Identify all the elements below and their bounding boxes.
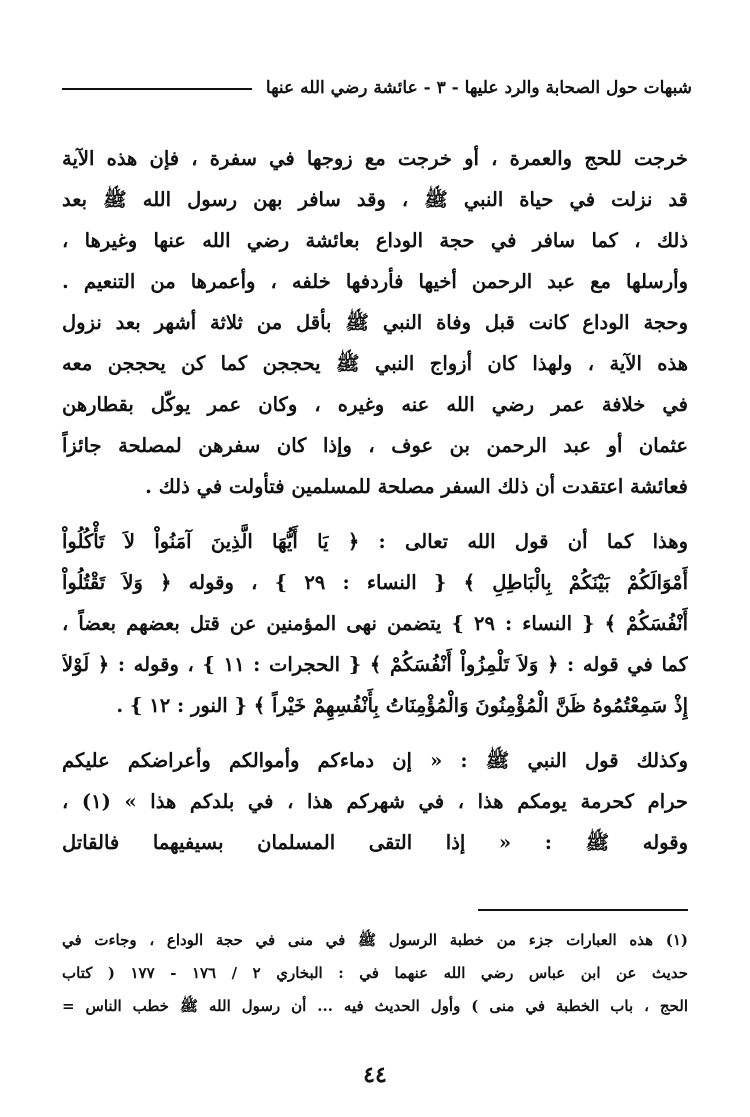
paragraph-gap (62, 507, 688, 521)
footnote-line: (١) هذه العبارات جزء من خطبة الرسول ﷺ في منى في حجة الوداع ، وجاءت في (62, 931, 688, 949)
main-text (62, 138, 688, 863)
footnote-line: الحج ، باب الخطبة في منى ) وأول الحديث فيه ... أن رسول الله ﷺ خطب الناس = (62, 997, 688, 1015)
text-line: وهذا كما أن قول الله تعالى : ﴿ يَا أَيُّهَا الَّذِينَ آمَنُواْ لاَ تَأْكُلُواْ (62, 530, 688, 553)
text-line: فعائشة اعتقدت أن ذلك السفر مصلحة للمسلمين فتأولت في ذلك . (145, 475, 688, 498)
paragraph-gap (62, 726, 688, 740)
text-line: كما في قوله : ﴿ وَلاَ تَلْمِزُواْ أَنْفُسَكُمْ ﴾ { الحجرات : ١١ } ، وقوله : ﴿ لَوْلاَ (62, 653, 688, 676)
text-line: ذلك ، كما سافر في حجة الوداع بعائشة رضي الله عنها وغيرها ، (62, 229, 688, 252)
header-rule (62, 88, 252, 90)
text-line: عثمان أو عبد الرحمن بن عوف ، وإذا كان سفرهن لمصلحة جائزاً (62, 434, 688, 457)
text-line: في خلافة عمر رضي الله عنه وغيره ، وكان عمر يوكّل بقطارهن (62, 393, 688, 416)
footnotes (62, 924, 688, 1023)
text-line: قد نزلت في حياة النبي ﷺ ، وقد سافر بهن رسول الله ﷺ بعد (62, 188, 688, 211)
running-header (62, 70, 692, 106)
running-title: شبهات حول الصحابة والرد عليها - ٣ - عائشة رضي الله عنها (265, 78, 692, 98)
text-line: أَمْوَالَكُمْ بَيْنَكُمْ بِالْبَاطِلِ ﴾ { النساء : ٢٩ } ، وقوله ﴿ وَلاَ تَقْتُلُواْ (62, 571, 688, 594)
text-line: وكذلك قول النبي ﷺ : « إن دماءكم وأموالكم وأعراضكم عليكم (62, 749, 688, 772)
text-line: إِذْ سَمِعْتُمُوهُ ظَنَّ الْمُؤْمِنُونَ وَالْمُؤْمِنَاتُ بِأَنْفُسِهِمْ خَيْراً ﴾ { النور : ١٢ } . (116, 694, 688, 717)
text-line: هذه الآية ، ولهذا كان أزواج النبي ﷺ يحججن كما كن يحججن معه (62, 352, 688, 375)
page-number: ٤٤ (363, 1062, 387, 1088)
text-line: خرجت للحج والعمرة ، أو خرجت مع زوجها في سفرة ، فإن هذه الآية (62, 147, 688, 170)
footnote-line: حديث عن ابن عباس رضي الله عنهما في : البخاري ٢ / ١٧٦ - ١٧٧ ( كتاب (62, 964, 688, 982)
text-line: حرام كحرمة يومكم هذا ، في شهركم هذا ، في بلدكم هذا » (١) ، (62, 790, 688, 813)
text-line: وقوله ﷺ : « إذا التقى المسلمان بسيفيهما فالقاتل (62, 831, 688, 854)
text-line: وحجة الوداع كانت قبل وفاة النبي ﷺ بأقل من ثلاثة أشهر بعد نزول (62, 311, 688, 334)
text-line: أَنْفُسَكُمْ ﴾ { النساء : ٢٩ } يتضمن نهى المؤمنين عن قتل بعضهم بعضاً ، (62, 612, 688, 635)
text-line: وأرسلها مع عبد الرحمن أخيها فأردفها خلفه ، وأعمرها من التنعيم . (62, 270, 688, 293)
footnote-rule (478, 909, 688, 911)
